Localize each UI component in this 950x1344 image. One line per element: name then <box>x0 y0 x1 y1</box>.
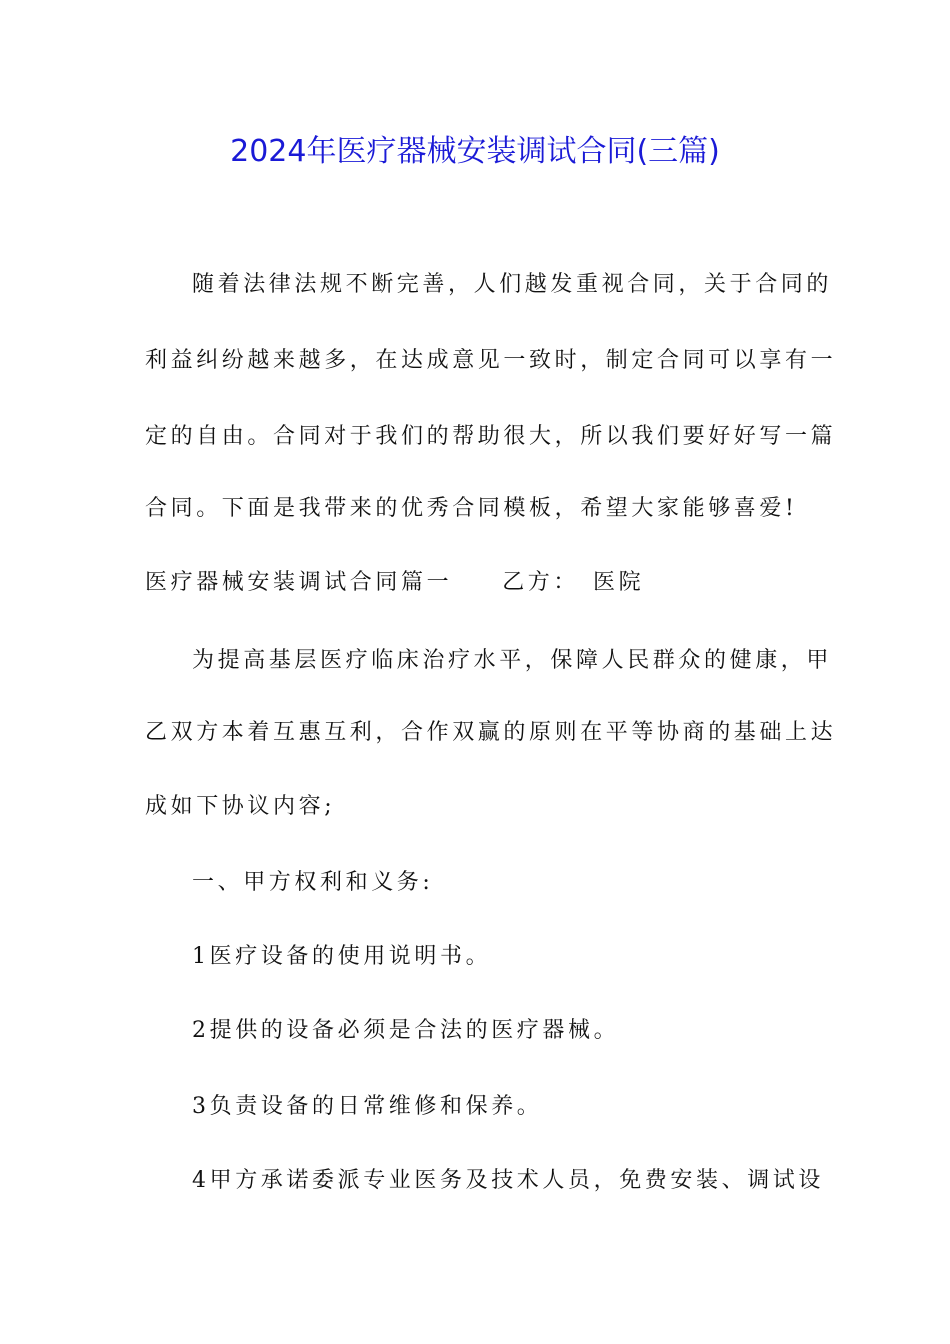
body-line-2: 乙双方本着互惠互利，合作双赢的原则在平等协商的基础上达 <box>145 720 837 745</box>
clause-item-1: 1医疗设备的使用说明书。 <box>192 944 492 969</box>
intro-line-1: 随着法律法规不断完善，人们越发重视合同，关于合同的 <box>192 272 833 297</box>
contract-section-name: 医疗器械安装调试合同篇一 <box>145 570 453 595</box>
body-line-3: 成如下协议内容; <box>145 794 336 819</box>
intro-line-2: 利益纠纷越来越多，在达成意见一致时，制定合同可以享有一 <box>145 348 837 373</box>
clause-heading: 一、甲方权利和义务: <box>192 870 434 895</box>
intro-line-4: 合同。下面是我带来的优秀合同模板，希望大家能够喜爱! <box>145 496 798 521</box>
section-heading <box>145 568 644 598</box>
clause-item-3: 3负责设备的日常维修和保养。 <box>192 1094 543 1119</box>
party-b-value: 医院 <box>593 570 645 595</box>
intro-line-3: 定的自由。合同对于我们的帮助很大，所以我们要好好写一篇 <box>145 424 837 449</box>
clause-item-4: 4甲方承诺委派专业医务及技术人员，免费安装、调试设 <box>192 1168 824 1193</box>
party-b-label: 乙方： <box>502 570 580 595</box>
clause-item-2: 2提供的设备必须是合法的医疗器械。 <box>192 1018 620 1043</box>
body-line-1: 为提高基层医疗临床治疗水平，保障人民群众的健康，甲 <box>192 648 833 673</box>
document-title: 2024年医疗器械安装调试合同(三篇) <box>230 134 720 169</box>
